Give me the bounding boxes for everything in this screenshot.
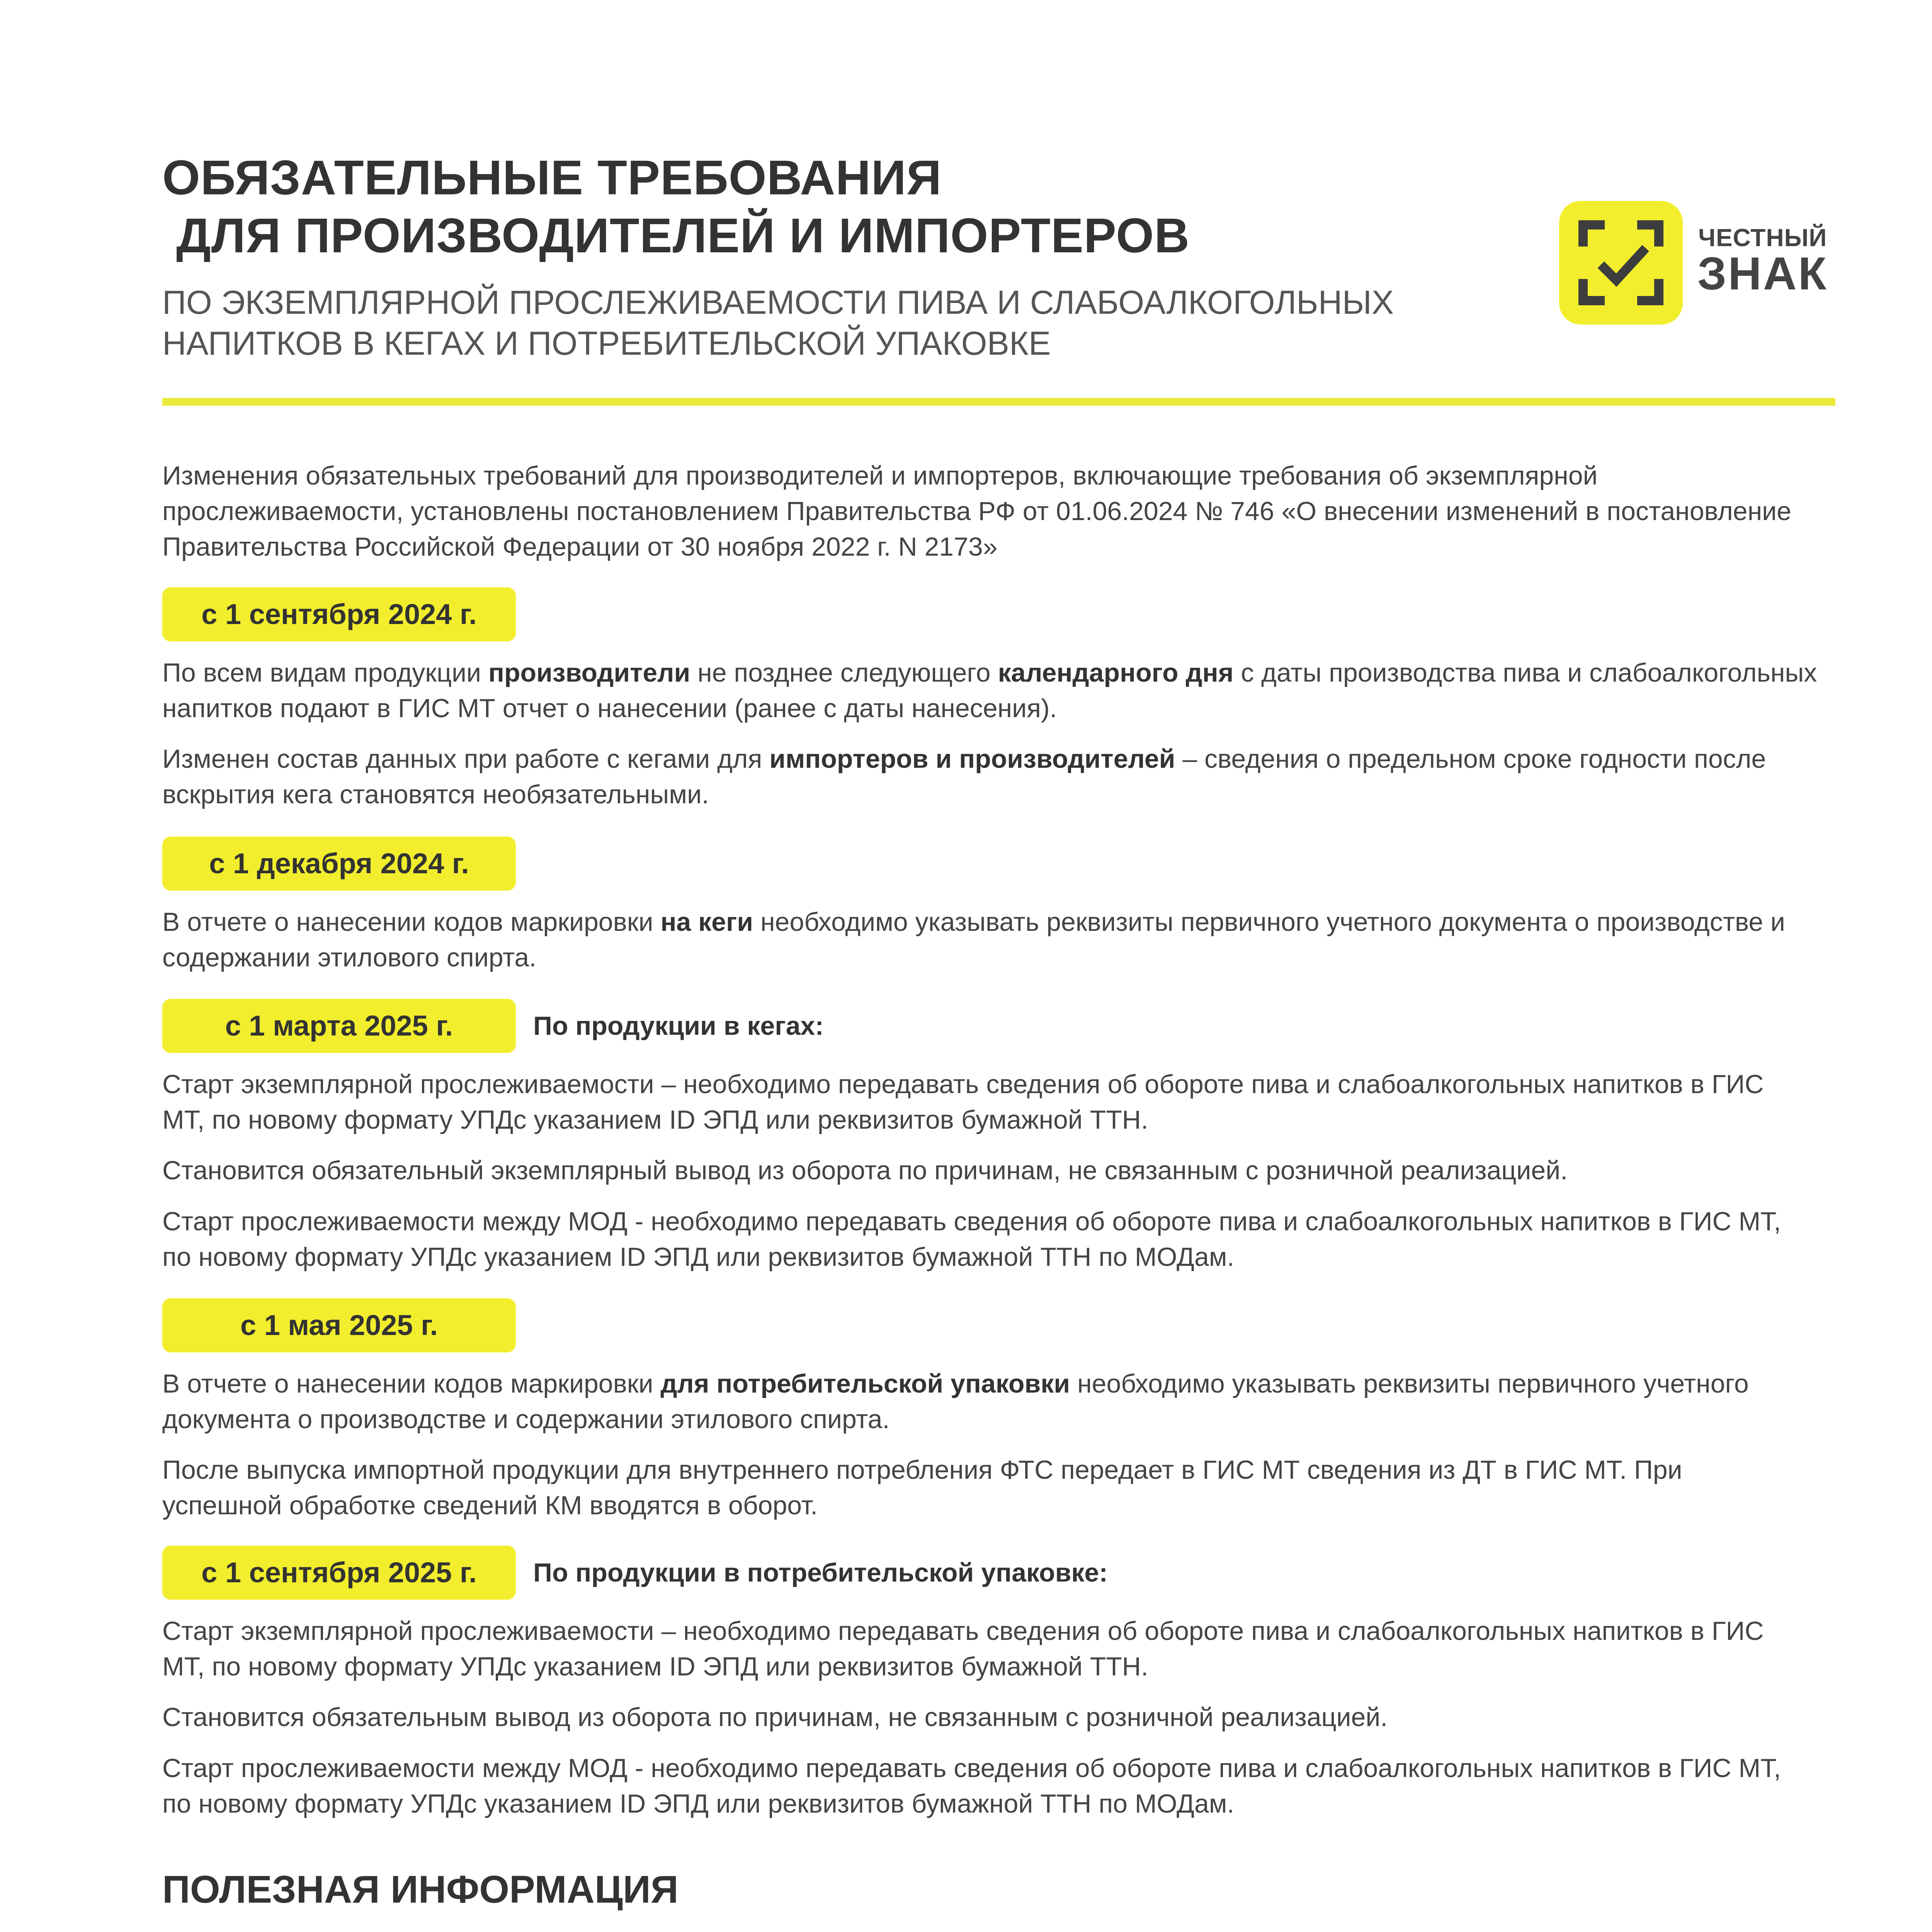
date-badge-may-2025: с 1 мая 2025 г. — [162, 1298, 516, 1352]
s2-p1-line-2: содержании этилового спирта. — [162, 943, 537, 972]
s3-paragraph-1 — [162, 1066, 1835, 1138]
date-badge-dec-2024: с 1 декабря 2024 г. — [162, 837, 516, 891]
s3-p1-line: Старт экземплярной прослеживаемости – необходимо передавать сведения об обороте пива и слабоалкогольных напитков в ГИС — [162, 1070, 1764, 1099]
s5-p3-line: по новому формату УПДс указанием ID ЭПД или реквизитов бумажной ТТН по МОДам. — [162, 1789, 1235, 1818]
intro-paragraph — [162, 458, 1835, 565]
page-title — [162, 149, 1476, 265]
useful-info-heading: ПОЛЕЗНАЯ ИНФОРМАЦИЯ — [162, 1868, 679, 1911]
s4-paragraph-2 — [162, 1452, 1835, 1523]
s4-paragraph-1 — [162, 1366, 1835, 1437]
s1-p1-line-2: напитков подают в ГИС МТ отчет о нанесении (ранее с даты нанесения). — [162, 694, 1057, 723]
chestny-znak-logo — [1559, 201, 1845, 325]
intro-line: Изменения обязательных требований для производителей и импортеров, включающие требования об экземплярной — [162, 461, 1598, 490]
s1-paragraph-1 — [162, 655, 1835, 726]
page-subtitle — [162, 282, 1476, 364]
subtitle-line-1: ПО ЭКЗЕМПЛЯРНОЙ ПРОСЛЕЖИВАЕМОСТИ ПИВА И СЛАБОАЛКОГОЛЬНЫХ — [162, 284, 1394, 321]
s5-p1-line: МТ, по новому формату УПДс указанием ID ЭПД или реквизитов бумажной ТТН. — [162, 1652, 1148, 1681]
s4-p1-line-1: В отчете о нанесении кодов маркировки для потребительской упаковки необходимо указывать реквизиты первичного учетного — [162, 1369, 1749, 1398]
s3-note: По продукции в кегах: — [533, 1011, 824, 1041]
s5-p1-line: Старт экземплярной прослеживаемости – необходимо передавать сведения об обороте пива и слабоалкогольных напитков в ГИС — [162, 1616, 1764, 1646]
s5-note: По продукции в потребительской упаковке: — [533, 1558, 1108, 1587]
s3-p3-line: по новому формату УПДс указанием ID ЭПД или реквизитов бумажной ТТН по МОДам. — [162, 1242, 1235, 1272]
s5-paragraph-3 — [162, 1750, 1835, 1821]
title-line-1: ОБЯЗАТЕЛЬНЫЕ ТРЕБОВАНИЯ — [162, 150, 942, 205]
s5-paragraph-1 — [162, 1613, 1835, 1684]
s1-p1-line-1: По всем видам продукции производители не позднее следующего календарного дня с даты производства пива и слабоалкогольных — [162, 658, 1817, 687]
s1-paragraph-2 — [162, 741, 1835, 812]
s4-p1-line-2: документа о производстве и содержании этилового спирта. — [162, 1405, 890, 1434]
s3-paragraph-3 — [162, 1204, 1835, 1275]
intro-line: прослеживаемости, установлены постановлением Правительства РФ от 01.06.2024 № 746 «О внесении изменений в постановление — [162, 497, 1791, 526]
s5-paragraph-2 — [162, 1699, 1835, 1735]
intro-line: Правительства Российской Федерации от 30 ноября 2022 г. N 2173» — [162, 532, 998, 561]
logo-text-line-1: ЧЕСТНЫЙ — [1698, 224, 1827, 252]
check-in-frame-icon — [1559, 201, 1683, 325]
header-divider — [162, 398, 1835, 406]
s2-p1-line-1: В отчете о нанесении кодов маркировки на кеги необходимо указывать реквизиты первичного учетного документа о производстве и — [162, 907, 1785, 937]
s3-p2-line: Становится обязательный экземплярный вывод из оборота по причинам, не связанным с розничной реализацией. — [162, 1156, 1568, 1185]
s4-p2-line: успешной обработке сведений КМ вводятся в оборот. — [162, 1491, 818, 1520]
logo-text-line-2: ЗНАК — [1697, 248, 1828, 299]
date-badge-sep-2025: с 1 сентября 2025 г. — [162, 1546, 516, 1600]
s1-p2-line-1: Изменен состав данных при работе с кегами для импортеров и производителей – сведения о предельном сроке годности после — [162, 744, 1766, 774]
s1-p2-line-2: вскрытия кега становятся необязательными. — [162, 780, 709, 809]
s2-paragraph-1 — [162, 904, 1835, 975]
s5-p3-line: Старт прослеживаемости между МОД - необходимо передавать сведения об обороте пива и слабоалкогольных напитков в ГИС МТ, — [162, 1753, 1781, 1783]
date-badge-sep-2024: с 1 сентября 2024 г. — [162, 587, 516, 641]
date-badge-mar-2025: с 1 марта 2025 г. — [162, 999, 516, 1053]
subtitle-line-2: НАПИТКОВ В КЕГАХ И ПОТРЕБИТЕЛЬСКОЙ УПАКОВКЕ — [162, 325, 1051, 362]
s4-p2-line: После выпуска импортной продукции для внутреннего потребления ФТС передает в ГИС МТ сведения из ДТ в ГИС МТ. При — [162, 1455, 1682, 1485]
s3-p1-line: МТ, по новому формату УПДс указанием ID ЭПД или реквизитов бумажной ТТН. — [162, 1105, 1148, 1134]
s3-paragraph-2 — [162, 1153, 1835, 1188]
title-line-2: ДЛЯ ПРОИЗВОДИТЕЛЕЙ И ИМПОРТЕРОВ — [162, 208, 1190, 263]
s5-p2-line: Становится обязательным вывод из оборота по причинам, не связанным с розничной реализацией. — [162, 1702, 1388, 1732]
s3-p3-line: Старт прослеживаемости между МОД - необходимо передавать сведения об обороте пива и слабоалкогольных напитков в ГИС МТ, — [162, 1207, 1781, 1236]
